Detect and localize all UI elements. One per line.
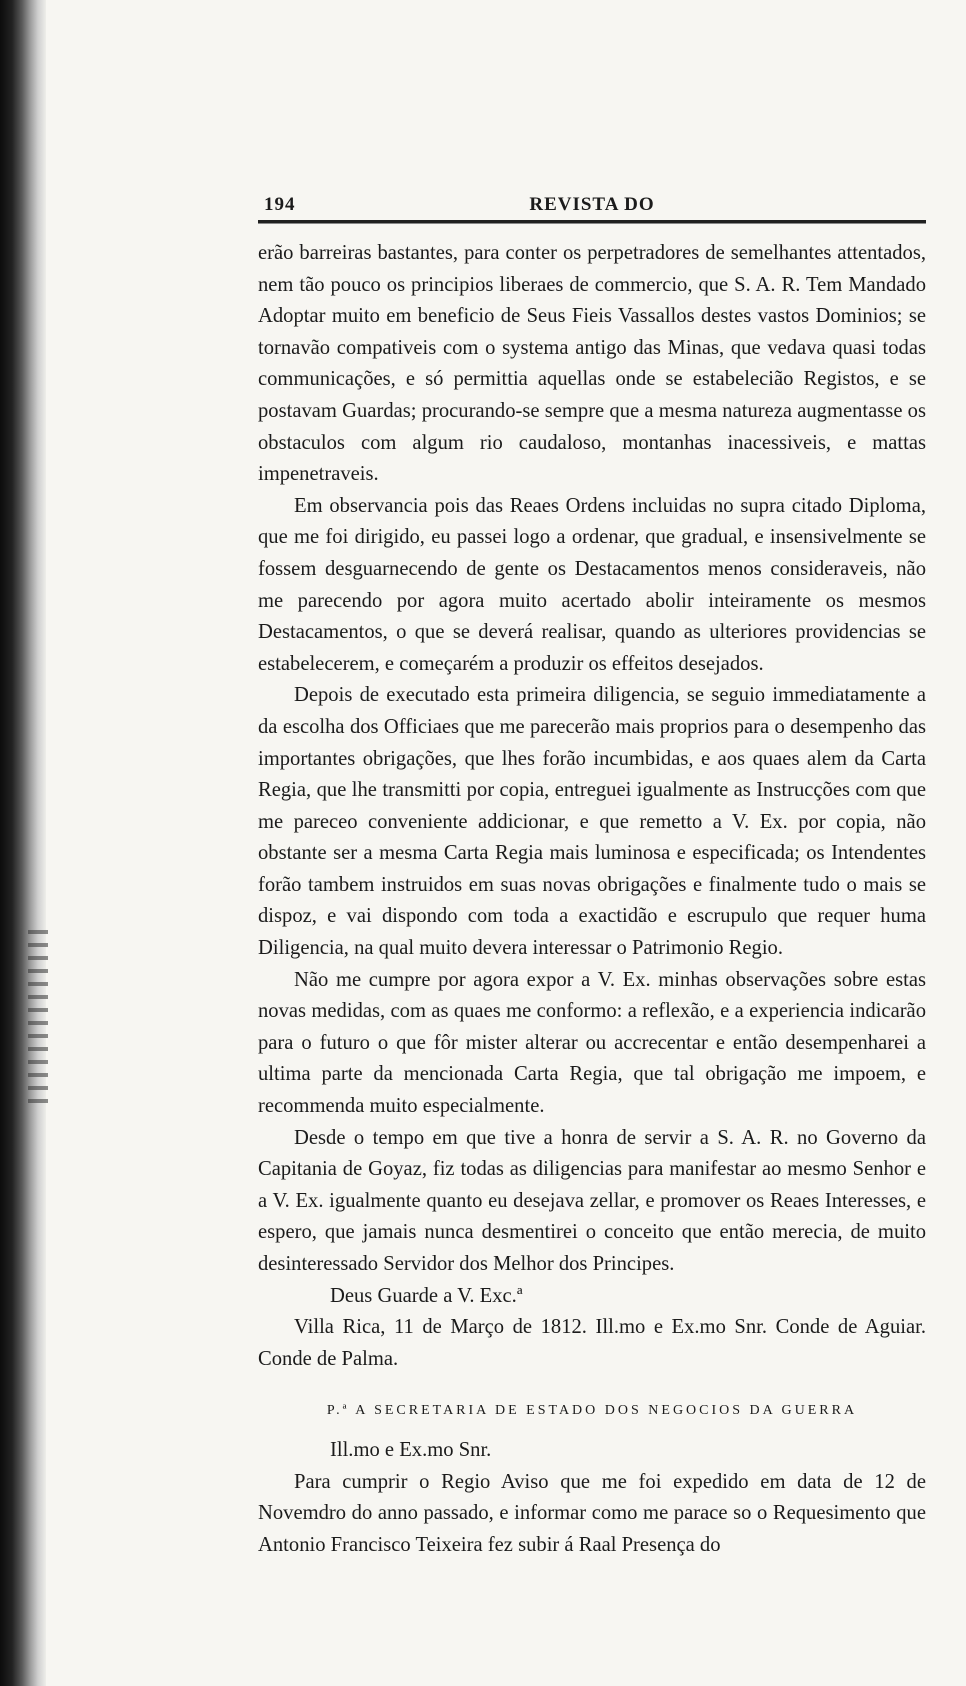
next-letter-salutation: Ill.mo e Ex.mo Snr. — [330, 1438, 492, 1461]
paragraph-4: Não me cumpre por agora expor a V. Ex. minhas observações sobre estas novas medidas, com as quaes me conformo: a reflexão, e a experiencia indicarão para o futuro o que fôr mister alterar ou accrecentar e então desempenharei a ultima parte da mencionada Carta Regia, que tal obrigação me impoem, e recommenda muito especialmente. — [258, 968, 926, 1118]
paragraph-5: Desde o tempo em que tive a honra de servir a S. A. R. no Governo da Capitania de Goyaz, fiz todas as diligencias para manifestar ao mesmo Senhor e a V. Ex. igualmente quanto eu desejava zellar, e promover os Reaes Interesses, e espero, que jamais nunca desmentirei o conceito que então merecia, de muito desinteressado Servidor dos Melhor dos Principes. — [258, 1126, 926, 1275]
next-letter-body: Para cumprir o Regio Aviso que me foi expedido em data de 12 de Novemdro do anno passado, e informar como me parace so o Requesimento que Antonio Francisco Teixeira fez subir á Raal Presença do — [258, 1470, 926, 1556]
page-header — [258, 188, 926, 218]
binding-stitch-marks — [28, 930, 48, 1110]
paragraph-3: Depois de executado esta primeira diligencia, se seguio immediatamente a da escolha dos Officiaes que me parecerão mais proprios para o desempenho das importantes obrigações, que lhes forão incumbidas, e aos quaes alem da Carta Regia, que lhe transmitti por copia, entreguei igualmente as Instrucções com que me pareceo conveniente addicionar, e que remetto a V. Ex. por copia, não obstante ser a mesma Carta Regia mais luminosa e especificada; os Intendentes forão tambem instruidos em suas novas obrigações e finalmente tudo o mais se dispoz, e vai dispondo com toda a exactidão e escrupulo que requer huma Diligencia, na qual muito devera interessar o Patrimonio Regio. — [258, 684, 926, 960]
paragraph-1: erão barreiras bastantes, para conter os perpetradores de semelhantes attentados, nem tão pouco os principios liberaes de commercio, que S. A. R. Tem Mandado Adoptar muito em beneficio de Seus Fieis Vassallos destes vastos Dominios; se tornavão compativeis com o systema antigo das Minas, que vedava quasi todas communicações, e só permittia aquellas onde se estabelecião Registos, e se postavam Guardas; procurando-se sempre que a mesma natureza augmentasse os obstaculos com algum rio caudaloso, montanhas inacessiveis, e mattas impenetraveis. — [258, 242, 926, 486]
closing-salutation: Deus Guarde a V. Exc.ª — [330, 1284, 523, 1307]
paragraph-2: Em observancia pois das Reaes Ordens incluidas no supra citado Diploma, que me foi dirigido, eu passei logo a ordenar, que gradual, e insensivelmente se fossem desguarnecendo de gente os Destacamentos menos consideraveis, não me parecendo por agora muito acertado abolir inteiramente os mesmos Destacamentos, o que se deverá realisar, quando as ulteriores providencias se estabelecerem, e começarém a produzir os effeitos desejados. — [258, 494, 926, 675]
running-title: REVISTA DO — [529, 194, 655, 215]
section-heading: P.ª A SECRETARIA DE ESTADO DOS NEGOCIOS DA GUERRA — [326, 1403, 858, 1419]
closing-place-date: Villa Rica, 11 de Março de 1812. Ill.mo e Ex.mo Snr. Conde de Aguiar. Conde de Palma. — [258, 1316, 926, 1370]
page — [258, 188, 926, 1561]
page-binding-shadow — [0, 0, 46, 1686]
header-rule — [258, 220, 926, 224]
page-number: 194 — [264, 194, 296, 215]
body-text — [258, 238, 926, 1561]
